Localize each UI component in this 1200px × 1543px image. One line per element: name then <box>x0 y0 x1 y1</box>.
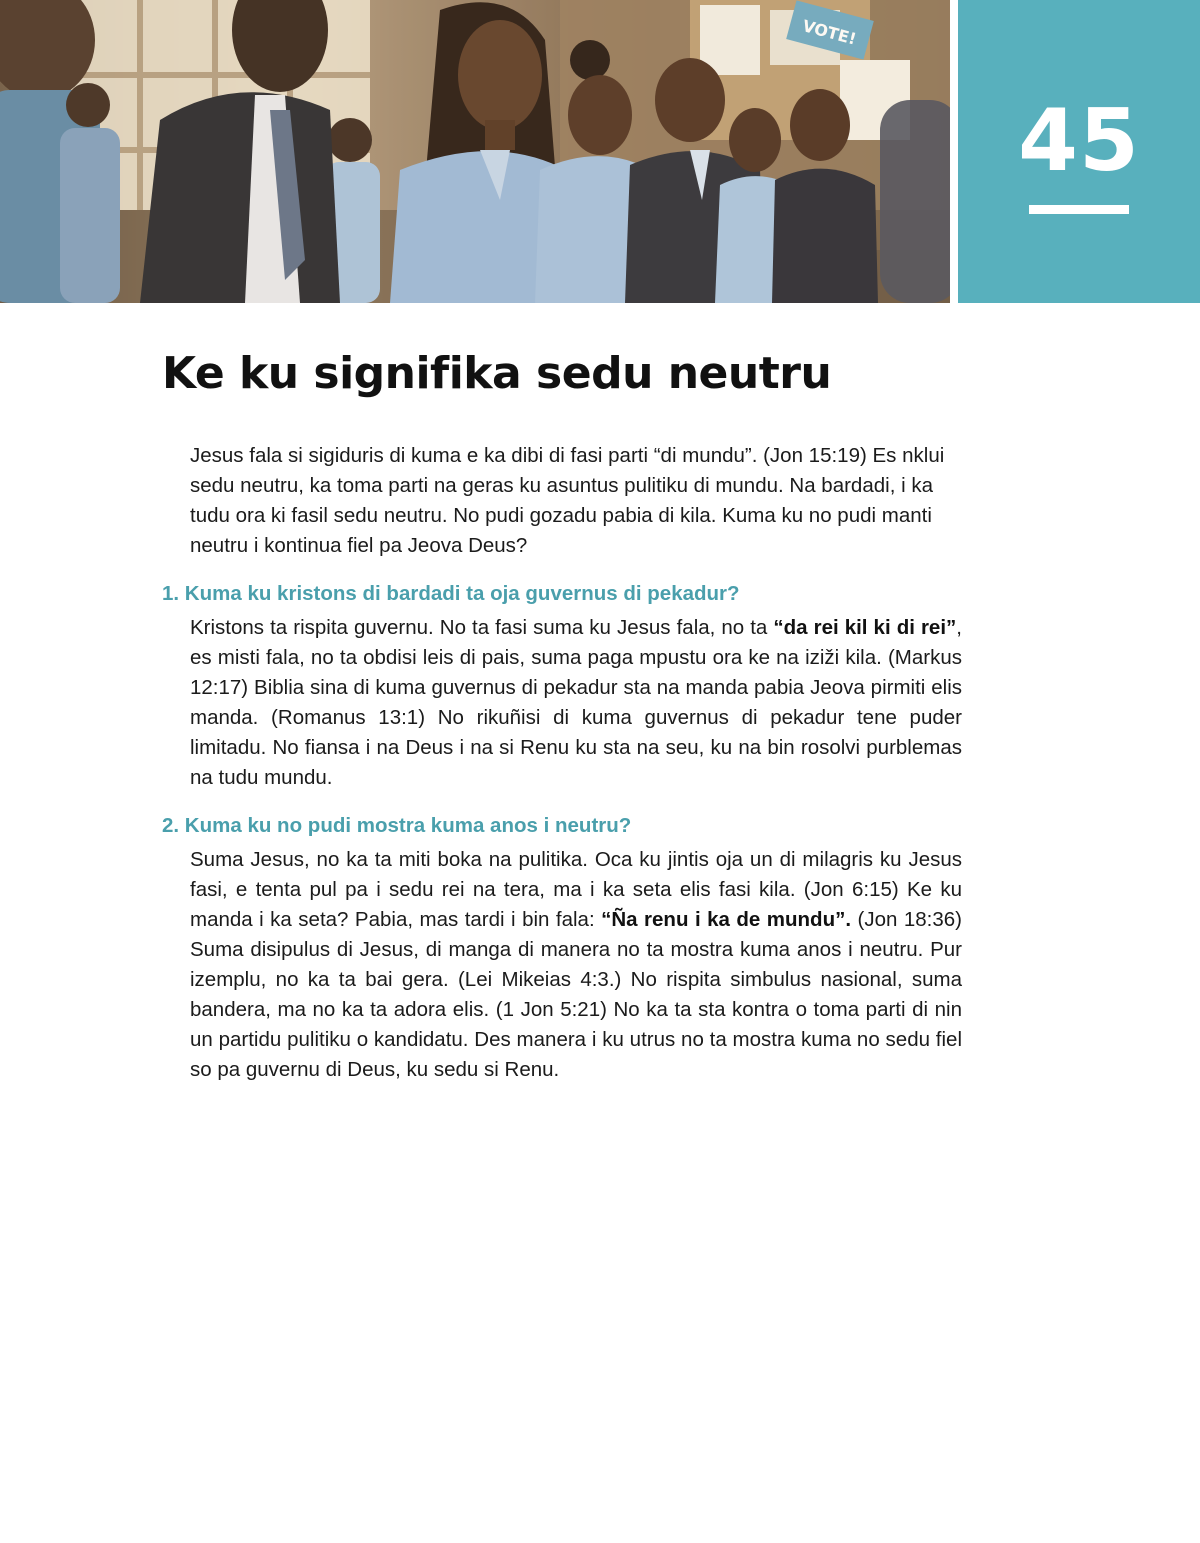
page-title: Ke ku signifika sedu neutru <box>162 348 832 399</box>
bold-quote: “Ña renu i ka de mundu”. <box>601 908 852 931</box>
hero-photo <box>0 0 950 303</box>
vote-sign-text: VOTE! <box>800 16 859 49</box>
lesson-number: 45 <box>1018 91 1140 191</box>
answer-text: Suma Jesus, no ka ta miti boka na pulitika. Oca ku jintis oja un di milagris ku Jesus fasi, e tenta pul pa i sedu rei na tera, ma i ka seta elis fasi kila. (Jon 6:15) Ke ku manda i ka seta? Pabia, mas tardi i bin fala: <box>190 848 962 931</box>
question-1-answer <box>190 613 962 793</box>
answer-text: Kristons ta rispita guvernu. No ta fasi suma ku Jesus fala, no ta <box>190 616 774 639</box>
answer-text: (Jon 18:36) Suma disipulus di Jesus, di manga di manera no ta mostra kuma anos i neutru. Pur izemplu, no ka ta bai gera. (Lei Mikeias 4:3.) No rispita simbulus nasional, suma bandera, ma no ka ta adora elis. (1 Jon 5:21) No ka ta sta kontra o toma parti di nin un partidu pulitiku o kandidatu. Des manera i ku utrus no ta mostra kuma no sedu fiel so pa guvernu di Deus, ku sedu si Renu. <box>190 908 962 1081</box>
question-2-answer <box>190 845 962 1085</box>
question-1-heading: 1. Kuma ku kristons di bardadi ta oja guvernus di pekadur? <box>162 582 740 605</box>
question-2-heading: 2. Kuma ku no pudi mostra kuma anos i neutru? <box>162 814 632 837</box>
answer-text: , es misti fala, no ta obdisi leis di pais, suma paga mpustu ora ke na iziži kila. (Markus 12:17) Biblia sina di kuma guvernus di pekadur sta na manda pabia Jeova pirmiti elis manda. (Romanus 13:1) No rikuñisi di kuma guvernus di pekadur tene puder limitadu. No fiansa i na Deus i na si Renu ku sta na seu, ku na bin rosolvi purblemas na tudu mundu. <box>190 616 962 789</box>
lesson-content <box>162 441 962 1085</box>
intro-paragraph: Jesus fala si sigiduris di kuma e ka dibi di fasi parti “di mundu”. (Jon 15:19) Es nklui sedu neutru, ka toma parti na geras ku asuntus pulitiku di mundu. Na bardadi, i ka tudu ora ki fasil sedu neutru. No pudi gozadu pabia di kila. Kuma ku no pudi manti neutru i kontinua fiel pa Jeova Deus? <box>190 444 945 557</box>
bold-quote: “da rei kil ki di rei” <box>773 616 957 639</box>
classroom-illustration <box>0 0 950 303</box>
lesson-number-panel <box>958 0 1200 303</box>
lesson-number-underline <box>1029 205 1129 214</box>
